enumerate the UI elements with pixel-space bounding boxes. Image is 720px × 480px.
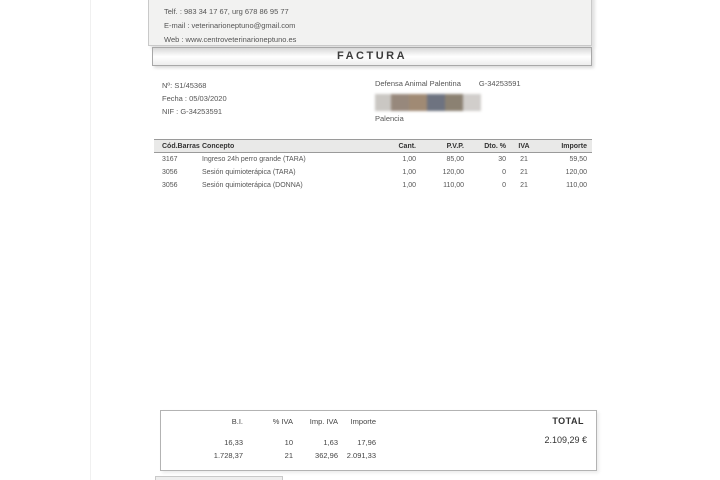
table-row (154, 166, 592, 179)
cell-pvp: 120,00 (442, 169, 464, 176)
totals-cell-base: 16,33 (224, 438, 243, 447)
totals-header-row (161, 417, 376, 426)
invoice-info-block (162, 79, 227, 118)
invoice-date: Fecha : 05/03/2020 (162, 94, 227, 103)
email-line: E-mail : veterinarioneptuno@gmail.com (164, 21, 296, 30)
cell-barcode: 3056 (162, 169, 178, 176)
cell-qty: 1,00 (402, 182, 416, 189)
cell-qty: 1,00 (402, 156, 416, 163)
invoice-nif: NIF : G-34253591 (162, 107, 223, 116)
invoice-number: Nº: S1/45368 (162, 81, 207, 90)
website-line: Web : www.centroveterinarioneptuno.es (164, 35, 297, 44)
totals-cell-base: 1.728,37 (213, 451, 243, 460)
cell-discount: 30 (498, 156, 506, 163)
cell-concept: Sesión quimioterápica (TARA) (202, 169, 296, 176)
cell-amount: 59,50 (569, 156, 587, 163)
cell-barcode: 3167 (162, 156, 178, 163)
cell-qty: 1,00 (402, 169, 416, 176)
document-title-bar (152, 47, 592, 66)
redacted-segment (409, 94, 427, 111)
totals-header-amount: Importe (350, 417, 376, 426)
totals-cell-vat-amount: 1,63 (323, 438, 338, 447)
document-title: FACTURA (336, 50, 408, 62)
page-edge-line (90, 0, 91, 480)
cell-barcode: 3056 (162, 182, 178, 189)
phone-line: Telf. : 983 34 17 67, urg 678 86 95 77 (164, 7, 289, 16)
header-pvp: P.V.P. (446, 142, 464, 150)
header-discount: Dto. % (484, 142, 506, 150)
totals-cell-amount: 17,96 (357, 438, 376, 447)
cell-concept: Ingreso 24h perro grande (TARA) (202, 156, 306, 163)
totals-row (161, 451, 376, 460)
totals-cell-vat-amount: 362,96 (315, 451, 338, 460)
header-qty: Cant. (398, 142, 416, 150)
cell-discount: 0 (502, 169, 506, 176)
contact-header-box (148, 0, 592, 46)
redacted-segment (427, 94, 445, 111)
cell-vat: 21 (520, 169, 528, 176)
header-amount: Importe (561, 142, 587, 150)
cell-concept: Sesión quimioterápica (DONNA) (202, 182, 303, 189)
cell-vat: 21 (520, 182, 528, 189)
cell-pvp: 110,00 (443, 182, 464, 189)
totals-header-vat-pct: % IVA (272, 417, 293, 426)
items-table-header (154, 139, 592, 153)
redacted-segment (445, 94, 463, 111)
header-barcode: Cód.Barras (162, 142, 200, 150)
redacted-segment (391, 94, 409, 111)
redacted-segment (463, 94, 481, 111)
client-info-row (375, 79, 521, 88)
total-value: 2.109,29 € (544, 435, 587, 445)
client-city: Palencia (375, 114, 404, 123)
totals-row (161, 438, 376, 447)
cell-amount: 120,00 (565, 169, 587, 176)
client-nif: G-34253591 (478, 79, 521, 88)
cell-amount: 110,00 (566, 182, 587, 189)
bottom-partial-box (155, 476, 283, 480)
cell-vat: 21 (520, 156, 528, 163)
header-vat: IVA (518, 142, 530, 150)
table-row (154, 179, 592, 192)
totals-box (160, 410, 597, 471)
total-label: TOTAL (552, 416, 584, 426)
redacted-address-block (375, 94, 481, 111)
redacted-segment (375, 94, 391, 111)
cell-pvp: 85,00 (446, 156, 464, 163)
totals-cell-vat-pct: 21 (284, 451, 293, 460)
totals-header-vat-amount: Imp. IVA (309, 417, 338, 426)
table-row (154, 153, 592, 166)
totals-cell-vat-pct: 10 (284, 438, 293, 447)
header-concept: Concepto (202, 142, 235, 150)
client-name: Defensa Animal Palentina (375, 79, 461, 88)
totals-header-base: B.I. (231, 417, 243, 426)
totals-cell-amount: 2.091,33 (346, 451, 376, 460)
cell-discount: 0 (502, 182, 506, 189)
